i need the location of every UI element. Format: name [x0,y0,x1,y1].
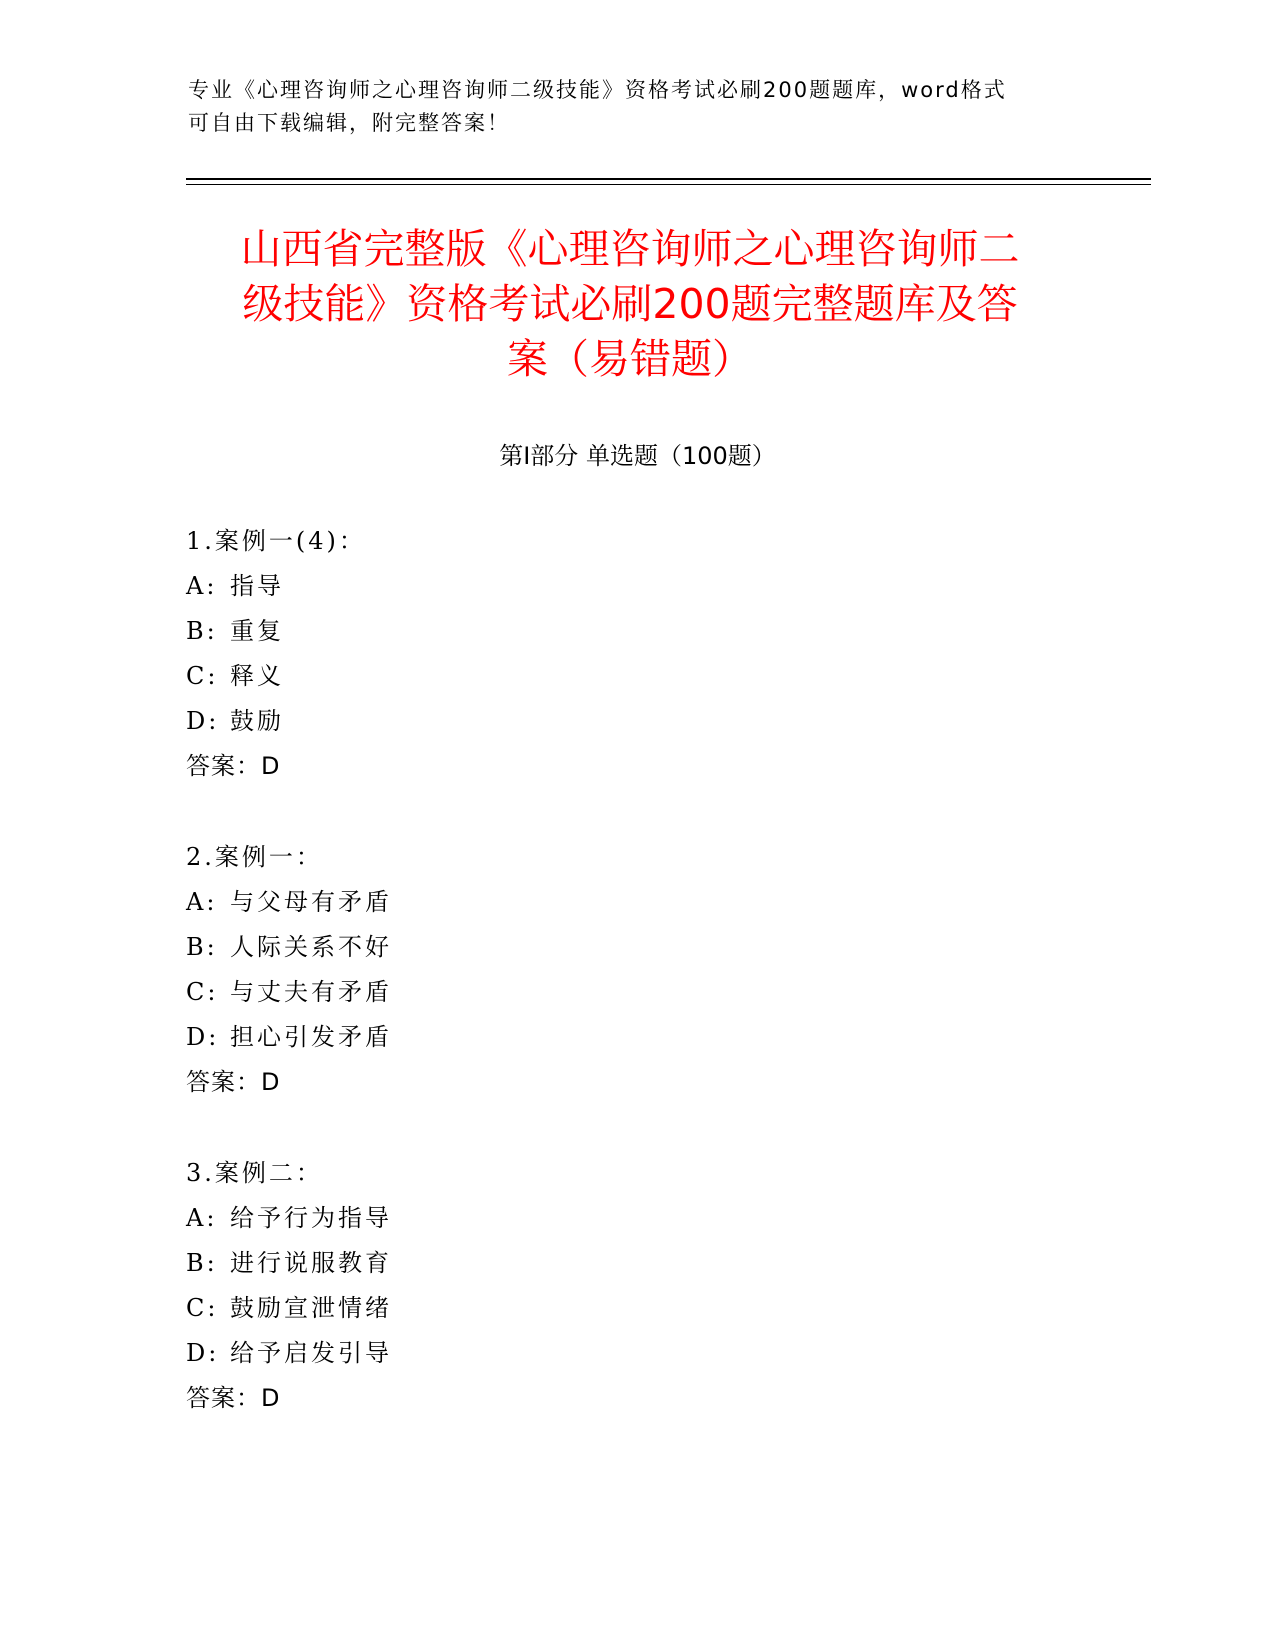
option-d [186,699,886,744]
option-key: B: [186,933,218,961]
answer-line: 答案：D [186,752,281,780]
option-c [186,970,886,1015]
option-d [186,1015,886,1060]
answer-line: 答案：D [186,1384,281,1412]
option-key: D: [186,1023,220,1051]
option-key: B: [186,617,218,645]
option-key: D: [186,707,220,735]
option-c [186,654,886,699]
option-b [186,925,886,970]
document-title [190,222,1070,387]
option-a [186,1196,886,1241]
header-divider-thick [186,178,1151,180]
option-key: C: [186,1294,219,1322]
option-text: 指导 [230,572,284,600]
option-a [186,564,886,609]
option-text: 释义 [230,662,284,690]
option-b [186,609,886,654]
option-key: B: [186,1249,218,1277]
option-text: 与父母有矛盾 [230,888,392,916]
option-text: 鼓励 [230,707,284,735]
option-a [186,880,886,925]
document-title-line2: 级技能》资格考试必刷200题完整题库及答 [242,280,1018,328]
option-c [186,1286,886,1331]
question-stem: 2.案例一： [186,843,323,871]
answer-line: 答案：D [186,1068,281,1096]
option-text: 给予行为指导 [230,1204,392,1232]
header-note [188,74,1068,140]
header-divider-thin [186,184,1151,185]
part-heading: 第Ⅰ部分 单选题（100题） [499,442,776,470]
header-note-line2: 可自由下载编辑，附完整答案！ [188,111,510,135]
option-text: 鼓励宣泄情绪 [230,1294,392,1322]
option-text: 担心引发矛盾 [230,1023,392,1051]
option-key: D: [186,1339,220,1367]
question-1 [186,519,886,789]
question-stem: 1.案例一(4)： [186,527,366,555]
option-text: 与丈夫有矛盾 [230,978,392,1006]
question-stem: 3.案例二： [186,1159,323,1187]
option-d [186,1331,886,1376]
option-text: 给予启发引导 [230,1339,392,1367]
option-key: A: [186,572,218,600]
question-3 [186,1151,886,1421]
question-2 [186,835,886,1105]
header-note-line1: 专业《心理咨询师之心理咨询师二级技能》资格考试必刷200题题库，word格式 [188,78,1007,102]
option-text: 重复 [230,617,284,645]
option-key: C: [186,978,219,1006]
option-key: C: [186,662,219,690]
option-key: A: [186,1204,218,1232]
option-b [186,1241,886,1286]
option-key: A: [186,888,218,916]
document-title-line3: 案（易错题） [507,335,753,383]
document-title-line1: 山西省完整版《心理咨询师之心理咨询师二 [240,225,1020,273]
option-text: 进行说服教育 [230,1249,392,1277]
option-text: 人际关系不好 [230,933,392,961]
